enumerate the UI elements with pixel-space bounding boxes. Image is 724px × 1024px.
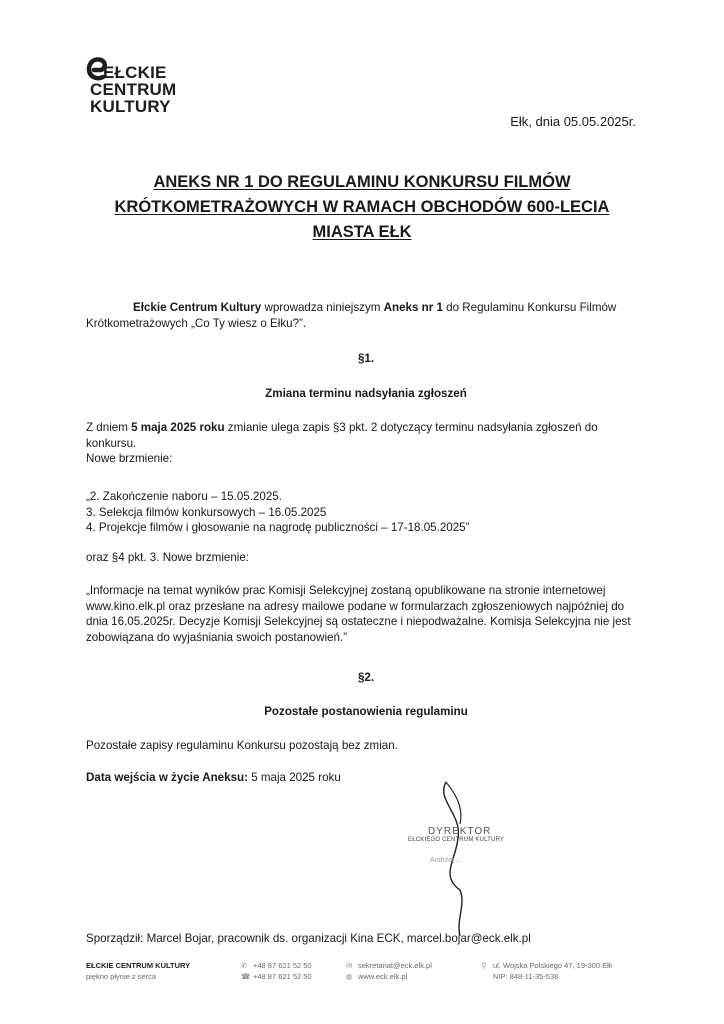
logo-line-2: CENTRUM bbox=[90, 80, 177, 99]
footer-email: sekretariat@eck.elk.pl bbox=[358, 961, 432, 970]
intro-paragraph bbox=[86, 300, 646, 331]
prepared-by: Sporządził: Marcel Bojar, pracownik ds. organizacji Kina ECK, marcel.bojar@eck.elk.pl bbox=[86, 932, 531, 945]
effective-date-label: Data wejścia w życie Aneksu: bbox=[86, 771, 248, 784]
intro-text-2: do Regulaminu Konkursu Filmów Krótkometrażowych „Co Ty wiesz o Ełku?”. bbox=[86, 301, 617, 330]
footer-org-name: EŁCKIE CENTRUM KULTURY bbox=[86, 961, 191, 970]
logo-line-3: KULTURY bbox=[90, 97, 171, 116]
title-line-3: MIASTA EŁK bbox=[312, 223, 412, 241]
footer-nip: NIP: 848-11-35-538 bbox=[493, 972, 559, 981]
list-item: 3. Selekcja filmów konkursowych – 16.05.2025 bbox=[86, 505, 327, 519]
s1-new-wording: Nowe brzmienie: bbox=[86, 452, 173, 465]
stamp-title: DYREKTOR bbox=[428, 826, 492, 837]
footer-phone-2: +48 87 621 52 50 bbox=[253, 972, 312, 981]
intro-org: Ełckie Centrum Kultury bbox=[133, 301, 262, 314]
effective-date-value: 5 maja 2025 roku bbox=[247, 771, 341, 784]
section-1-paragraph bbox=[86, 420, 646, 467]
s1-text-a: Z dniem bbox=[86, 421, 132, 434]
stamp-name: Andrzej ... bbox=[430, 857, 462, 864]
logo-line-1: EŁCKIE bbox=[103, 63, 167, 82]
title-line-2: KRÓTKOMETRAŻOWYCH W RAMACH OBCHODÓW 600-LECIA bbox=[114, 198, 610, 216]
footer-web: www.eck.elk.pl bbox=[358, 972, 408, 981]
section-2-paragraph: Pozostałe zapisy regulaminu Konkursu pozostają bez zmian. bbox=[86, 739, 398, 752]
email-icon: ✉ bbox=[346, 961, 353, 970]
title-line-1: ANEKS NR 1 DO REGULAMINU KONKURSU FILMÓW bbox=[153, 173, 571, 191]
section-1-list bbox=[86, 489, 646, 536]
section-1-paragraph-2: oraz §4 pkt. 3. Nowe brzmienie: bbox=[86, 551, 250, 564]
footer-slogan: piękno płynie z serca bbox=[86, 972, 157, 981]
list-item: „2. Zakończenie naboru – 15.05.2025. bbox=[86, 490, 282, 503]
footer-phones bbox=[241, 960, 312, 982]
director-stamp bbox=[408, 826, 518, 864]
list-item: 4. Projekcje filmów i głosowanie na nagrodę publiczności – 17-18.05.2025” bbox=[86, 521, 470, 534]
footer-org bbox=[86, 960, 190, 982]
footer-contact bbox=[346, 960, 432, 982]
document-title bbox=[100, 170, 624, 245]
section-2-number: §2. bbox=[357, 671, 375, 684]
document-date: Ełk, dnia 05.05.2025r. bbox=[510, 114, 636, 129]
intro-aneks: Aneks nr 1 bbox=[383, 301, 443, 314]
s1-text-c: zmianie ulega zapis §3 pkt. 2 dotyczący terminu nadsyłania zgłoszeń do konkursu. bbox=[86, 421, 598, 450]
stamp-org: EŁCKIEGO CENTRUM KULTURY bbox=[408, 837, 505, 843]
footer-address bbox=[481, 960, 613, 982]
section-1-quote: „Informacje na temat wyników prac Komisji Selekcyjnej zostaną opublikowane na stronie internetowej www.kino.elk.pl oraz przesłane na adresy mailowe podane w formularzach zgłoszeniowych najpóźniej do dnia 16.05.2025r. Decyzje Komisji Selekcyjnej są ostateczne i niepodważalne. Komisja Selekcyjna nie jest zobowiązana do wyjaśniania swoich postanowień.” bbox=[86, 584, 631, 644]
fax-icon: ☎ bbox=[241, 972, 251, 981]
section-1-number: §1. bbox=[357, 352, 375, 365]
logo bbox=[86, 50, 246, 132]
phone-icon: ✆ bbox=[241, 961, 248, 970]
footer-address-text: ul. Wojska Polskiego 47, 19-300 Ełk bbox=[493, 961, 613, 970]
s1-date: 5 maja 2025 roku bbox=[131, 421, 225, 434]
web-icon: ◍ bbox=[346, 972, 353, 981]
section-2-heading: Pozostałe postanowienia regulaminu bbox=[264, 705, 468, 718]
effective-date bbox=[86, 770, 646, 786]
section-1-heading: Zmiana terminu nadsyłania zgłoszeń bbox=[265, 387, 467, 400]
logo-text bbox=[86, 64, 176, 115]
footer-phone-1: +48 87 621 52 50 bbox=[253, 961, 312, 970]
intro-text-1: wprowadza niniejszym bbox=[261, 301, 384, 314]
location-pin-icon: ⚲ bbox=[481, 961, 487, 970]
